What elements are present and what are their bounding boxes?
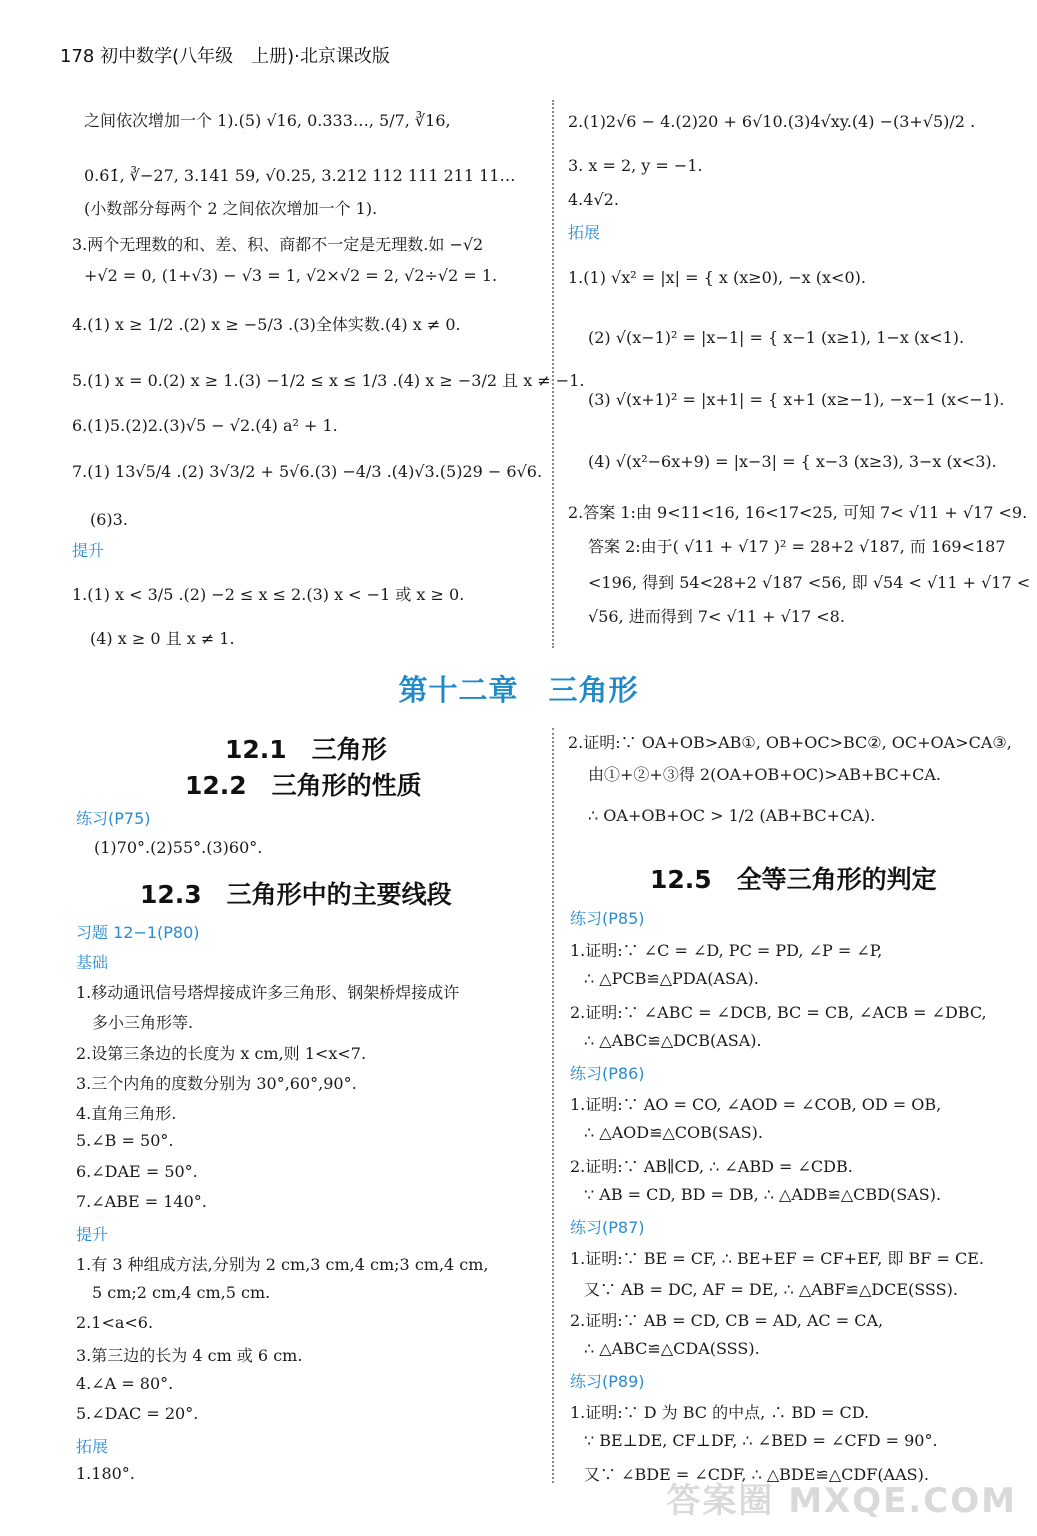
section-heading: 12.2 三角形的性质 xyxy=(185,771,422,800)
text-line: (2) √(x−1)² = |x−1| = { x−1 (x≥1), 1−x (x<1). xyxy=(588,328,965,347)
answer-item: 3.第三边的长为 4 cm 或 6 cm. xyxy=(76,1346,303,1365)
text-line: ∴ △AOD≌△COB(SAS). xyxy=(584,1123,763,1142)
answer-item: 1.证明:∵ AO = CO, ∠AOD = ∠COB, OD = OB, xyxy=(570,1095,942,1114)
answer-item: 1.有 3 种组成方法,分别为 2 cm,3 cm,4 cm;3 cm,4 cm, xyxy=(76,1255,489,1274)
answer-item: 1.证明:∵ BE = CF, ∴ BE+EF = CF+EF, 即 BF = CE. xyxy=(570,1249,984,1268)
answer-item: 5.∠B = 50°. xyxy=(76,1131,174,1150)
exercise-label: 练习(P87) xyxy=(570,1218,645,1237)
answer-item: 3. x = 2, y = −1. xyxy=(568,156,703,175)
text-line: ∴ △ABC≌△CDA(SSS). xyxy=(584,1339,760,1358)
column-divider-bottom xyxy=(552,728,554,1483)
section-label: 基础 xyxy=(76,953,109,972)
exercise-label: 练习(P86) xyxy=(570,1064,645,1083)
text-line: ∵ BE⊥DE, CF⊥DF, ∴ ∠BED = ∠CFD = 90°. xyxy=(584,1431,938,1450)
section-label: 拓展 xyxy=(76,1437,109,1456)
text-line: (1)70°.(2)55°.(3)60°. xyxy=(94,838,263,857)
exercise-label: 练习(P85) xyxy=(570,909,645,928)
text-line: (4) x ≥ 0 且 x ≠ 1. xyxy=(90,629,235,648)
answer-item: 1.(1) √x² = |x| = { x (x≥0), −x (x<0). xyxy=(568,268,866,287)
answer-item: 7.∠ABE = 140°. xyxy=(76,1192,207,1211)
section-heading: 12.3 三角形中的主要线段 xyxy=(140,880,452,909)
text-line: (6)3. xyxy=(90,510,128,529)
text-line: (4) √(x²−6x+9) = |x−3| = { x−3 (x≥3), 3−x (x<3). xyxy=(588,452,997,471)
answer-item: 6.∠DAE = 50°. xyxy=(76,1162,198,1181)
section-heading: 12.1 三角形 xyxy=(225,735,387,764)
answer-item: 2.证明:∵ ∠ABC = ∠DCB, BC = CB, ∠ACB = ∠DBC, xyxy=(570,1003,987,1022)
answer-item: 1.证明:∵ ∠C = ∠D, PC = PD, ∠P = ∠P, xyxy=(570,941,883,960)
text-line: 0.6̇1̇, ∛−27, 3.141 59, √0.25, 3.212 112 111 211 11… xyxy=(84,166,516,185)
text-line: 又∵ ∠BDE = ∠CDF, ∴ △BDE≌△CDF(AAS). xyxy=(584,1465,929,1484)
answer-item: 4.∠A = 80°. xyxy=(76,1374,174,1393)
section-heading: 12.5 全等三角形的判定 xyxy=(650,865,937,894)
answer-item: 1.移动通讯信号塔焊接成许多三角形、钢架桥焊接成许 xyxy=(76,983,460,1002)
page-header: 178 初中数学(八年级 上册)·北京课改版 xyxy=(60,46,390,67)
text-line: 多小三角形等. xyxy=(92,1013,194,1032)
answer-item: 2.设第三条边的长度为 x cm,则 1<x<7. xyxy=(76,1044,367,1063)
answer-item: 4.(1) x ≥ 1/2 .(2) x ≥ −5/3 .(3)全体实数.(4) x ≠ 0. xyxy=(72,315,461,334)
text-line: 答案 2:由于( √11 + √17 )² = 28+2 √187, 而 169<187 xyxy=(588,537,1006,556)
answer-item: 1.180°. xyxy=(76,1464,135,1483)
text-line: ∴ △ABC≌△DCB(ASA). xyxy=(584,1031,762,1050)
text-line: ∴ △PCB≌△PDA(ASA). xyxy=(584,969,759,988)
section-label: 拓展 xyxy=(568,223,601,242)
answer-item: 2.证明:∵ AB = CD, CB = AD, AC = CA, xyxy=(570,1311,884,1330)
answer-item: 3.三个内角的度数分别为 30°,60°,90°. xyxy=(76,1074,357,1093)
section-label: 提升 xyxy=(72,541,105,560)
text-line: (小数部分每两个 2 之间依次增加一个 1). xyxy=(84,199,378,218)
text-line: ∴ OA+OB+OC > 1/2 (AB+BC+CA). xyxy=(588,806,876,825)
answer-item: 7.(1) 13√5/4 .(2) 3√3/2 + 5√6.(3) −4/3 .(4)√3.(5)29 − 6√6. xyxy=(72,462,543,481)
exercise-label: 练习(P75) xyxy=(76,809,151,828)
answer-item: 5.(1) x = 0.(2) x ≥ 1.(3) −1/2 ≤ x ≤ 1/3 .(4) x ≥ −3/2 且 x ≠ −1. xyxy=(72,371,585,390)
text-line: 5 cm;2 cm,4 cm,5 cm. xyxy=(92,1283,271,1302)
answer-item: 2.1<a<6. xyxy=(76,1313,154,1332)
text-line: √56, 进而得到 7< √11 + √17 <8. xyxy=(588,607,845,626)
answer-item: 4.4√2. xyxy=(568,190,619,209)
text-line: +√2 = 0, (1+√3) − √3 = 1, √2×√2 = 2, √2÷√2 = 1. xyxy=(84,266,498,285)
text-line: 之间依次增加一个 1).(5) √16, 0.333…, 5/7, ∛16, xyxy=(84,111,451,130)
text-line: 又∵ AB = DC, AF = DE, ∴ △ABF≌△DCE(SSS). xyxy=(584,1280,958,1299)
watermark-logo: 答案圈 MXQE.COM xyxy=(666,1481,1017,1521)
chapter-title: 第十二章 三角形 xyxy=(398,673,639,707)
answer-item: 1.证明:∵ D 为 BC 的中点, ∴ BD = CD. xyxy=(570,1403,870,1422)
answer-item: 4.直角三角形. xyxy=(76,1104,177,1123)
answer-item: 2.答案 1:由 9<11<16, 16<17<25, 可知 7< √11 + √17 <9. xyxy=(568,503,1028,522)
text-line: ∵ AB = CD, BD = DB, ∴ △ADB≌△CBD(SAS). xyxy=(584,1185,942,1204)
answer-item: 1.(1) x < 3/5 .(2) −2 ≤ x ≤ 2.(3) x < −1 或 x ≥ 0. xyxy=(72,585,465,604)
answer-item: 2.证明:∵ OA+OB>AB①, OB+OC>BC②, OC+OA>CA③, xyxy=(568,733,1012,752)
exercise-label: 习题 12−1(P80) xyxy=(76,923,200,942)
answer-item: 3.两个无理数的和、差、积、商都不一定是无理数.如 −√2 xyxy=(72,235,484,254)
answer-item: 6.(1)5.(2)2.(3)√5 − √2.(4) a² + 1. xyxy=(72,416,338,435)
text-line: 由①+②+③得 2(OA+OB+OC)>AB+BC+CA. xyxy=(588,765,941,784)
text-line: <196, 得到 54<28+2 √187 <56, 即 √54 < √11 + √17 < xyxy=(588,573,1031,592)
answer-item: 5.∠DAC = 20°. xyxy=(76,1404,199,1423)
exercise-label: 练习(P89) xyxy=(570,1372,645,1391)
section-label: 提升 xyxy=(76,1225,109,1244)
answer-item: 2.(1)2√6 − 4.(2)20 + 6√10.(3)4√xy.(4) −(3+√5)/2 . xyxy=(568,112,976,131)
answer-item: 2.证明:∵ AB∥CD, ∴ ∠ABD = ∠CDB. xyxy=(570,1157,853,1176)
text-line: (3) √(x+1)² = |x+1| = { x+1 (x≥−1), −x−1 (x<−1). xyxy=(588,390,1005,409)
